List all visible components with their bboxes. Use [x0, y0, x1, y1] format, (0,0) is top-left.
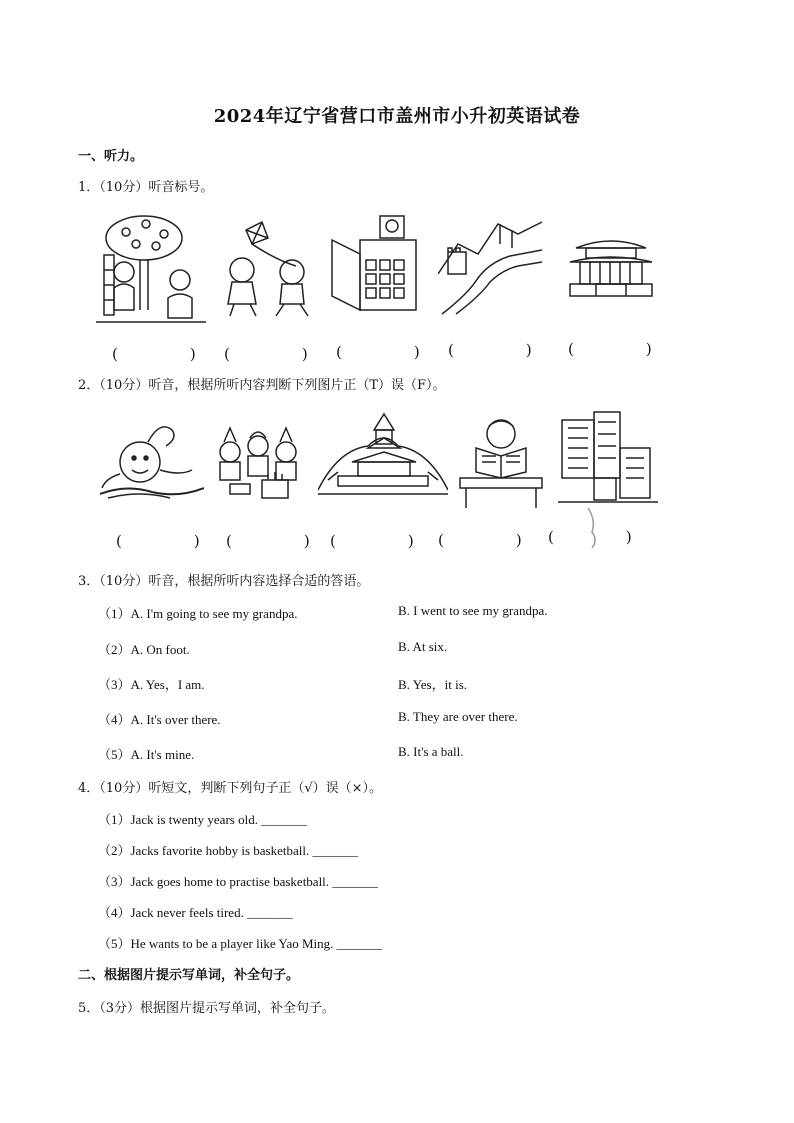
q3-option-a-3[interactable]: （3）A. Yes，I am.	[98, 677, 205, 692]
q2-answer-blank-3[interactable]: ( )	[330, 532, 428, 550]
question-5: 5．（3分）根据图片提示写单词，补全句子。	[78, 1001, 336, 1016]
q1-answer-blank-3[interactable]: ( )	[336, 343, 434, 361]
q1-answer-blank-4[interactable]: ( )	[448, 341, 546, 359]
q4-statement-1: （1）Jack is twenty years old. _______	[98, 812, 307, 827]
q3-option-b-4[interactable]: B. They are over there.	[398, 709, 518, 724]
q1-answer-blank-1[interactable]: ( )	[112, 345, 210, 363]
q4-statement-4: （4）Jack never feels tired. _______	[98, 905, 293, 920]
kite-children-icon	[216, 220, 316, 320]
q3-option-a-4[interactable]: （4）A. It's over there.	[98, 712, 221, 727]
q1-answer-blank-2[interactable]: ( )	[224, 345, 322, 363]
page-title: 2024年辽宁省营口市盖州市小升初英语试卷	[213, 106, 581, 127]
section-heading-listening: 一、听力。	[78, 149, 144, 164]
q4-statement-5: （5）He wants to be a player like Yao Ming. _______	[98, 936, 383, 951]
reading-boy-icon	[456, 416, 546, 510]
question-3: 3．（10分）听音，根据所听内容选择合适的答语。	[78, 574, 370, 589]
q2-answer-blank-1[interactable]: ( )	[116, 532, 214, 550]
q3-option-a-1[interactable]: （1）A. I'm going to see my grandpa.	[98, 606, 298, 621]
apple-picking-icon	[96, 210, 208, 328]
q3-option-a-2[interactable]: （2）A. On foot.	[98, 642, 190, 657]
q3-option-b-2[interactable]: B. At six.	[398, 639, 448, 654]
q3-option-b-5[interactable]: B. It's a ball.	[398, 744, 464, 759]
q2-answer-blank-5[interactable]: ( )	[548, 528, 646, 546]
question-4: 4．（10分）听短文，判断下列句子正（√）误（×）。	[78, 781, 382, 796]
q4-statement-2: （2）Jacks favorite hobby is basketball. _______	[98, 843, 358, 858]
q4-statement-3: （3）Jack goes home to practise basketball. _______	[98, 874, 378, 889]
birthday-party-icon	[210, 416, 310, 506]
q3-option-b-1[interactable]: B. I went to see my grandpa.	[398, 603, 548, 618]
summer-palace-icon	[318, 410, 448, 498]
q3-option-a-5[interactable]: （5）A. It's mine.	[98, 747, 195, 762]
question-2: 2．（10分）听音，根据所听内容判断下列图片正（T）误（F）。	[78, 378, 446, 393]
swimming-child-icon	[100, 418, 204, 502]
q1-answer-blank-5[interactable]: ( )	[568, 340, 666, 358]
q3-option-b-3[interactable]: B. Yes，it is.	[398, 677, 467, 692]
q2-answer-blank-4[interactable]: ( )	[438, 531, 536, 549]
q2-answer-blank-2[interactable]: ( )	[226, 532, 324, 550]
section-heading-words: 二、根据图片提示写单词，补全句子。	[78, 968, 300, 983]
calendar-poster-icon	[328, 214, 420, 314]
question-1: 1．（10分）听音标号。	[78, 180, 214, 195]
great-wall-icon	[438, 214, 544, 318]
palace-icon	[566, 234, 656, 300]
